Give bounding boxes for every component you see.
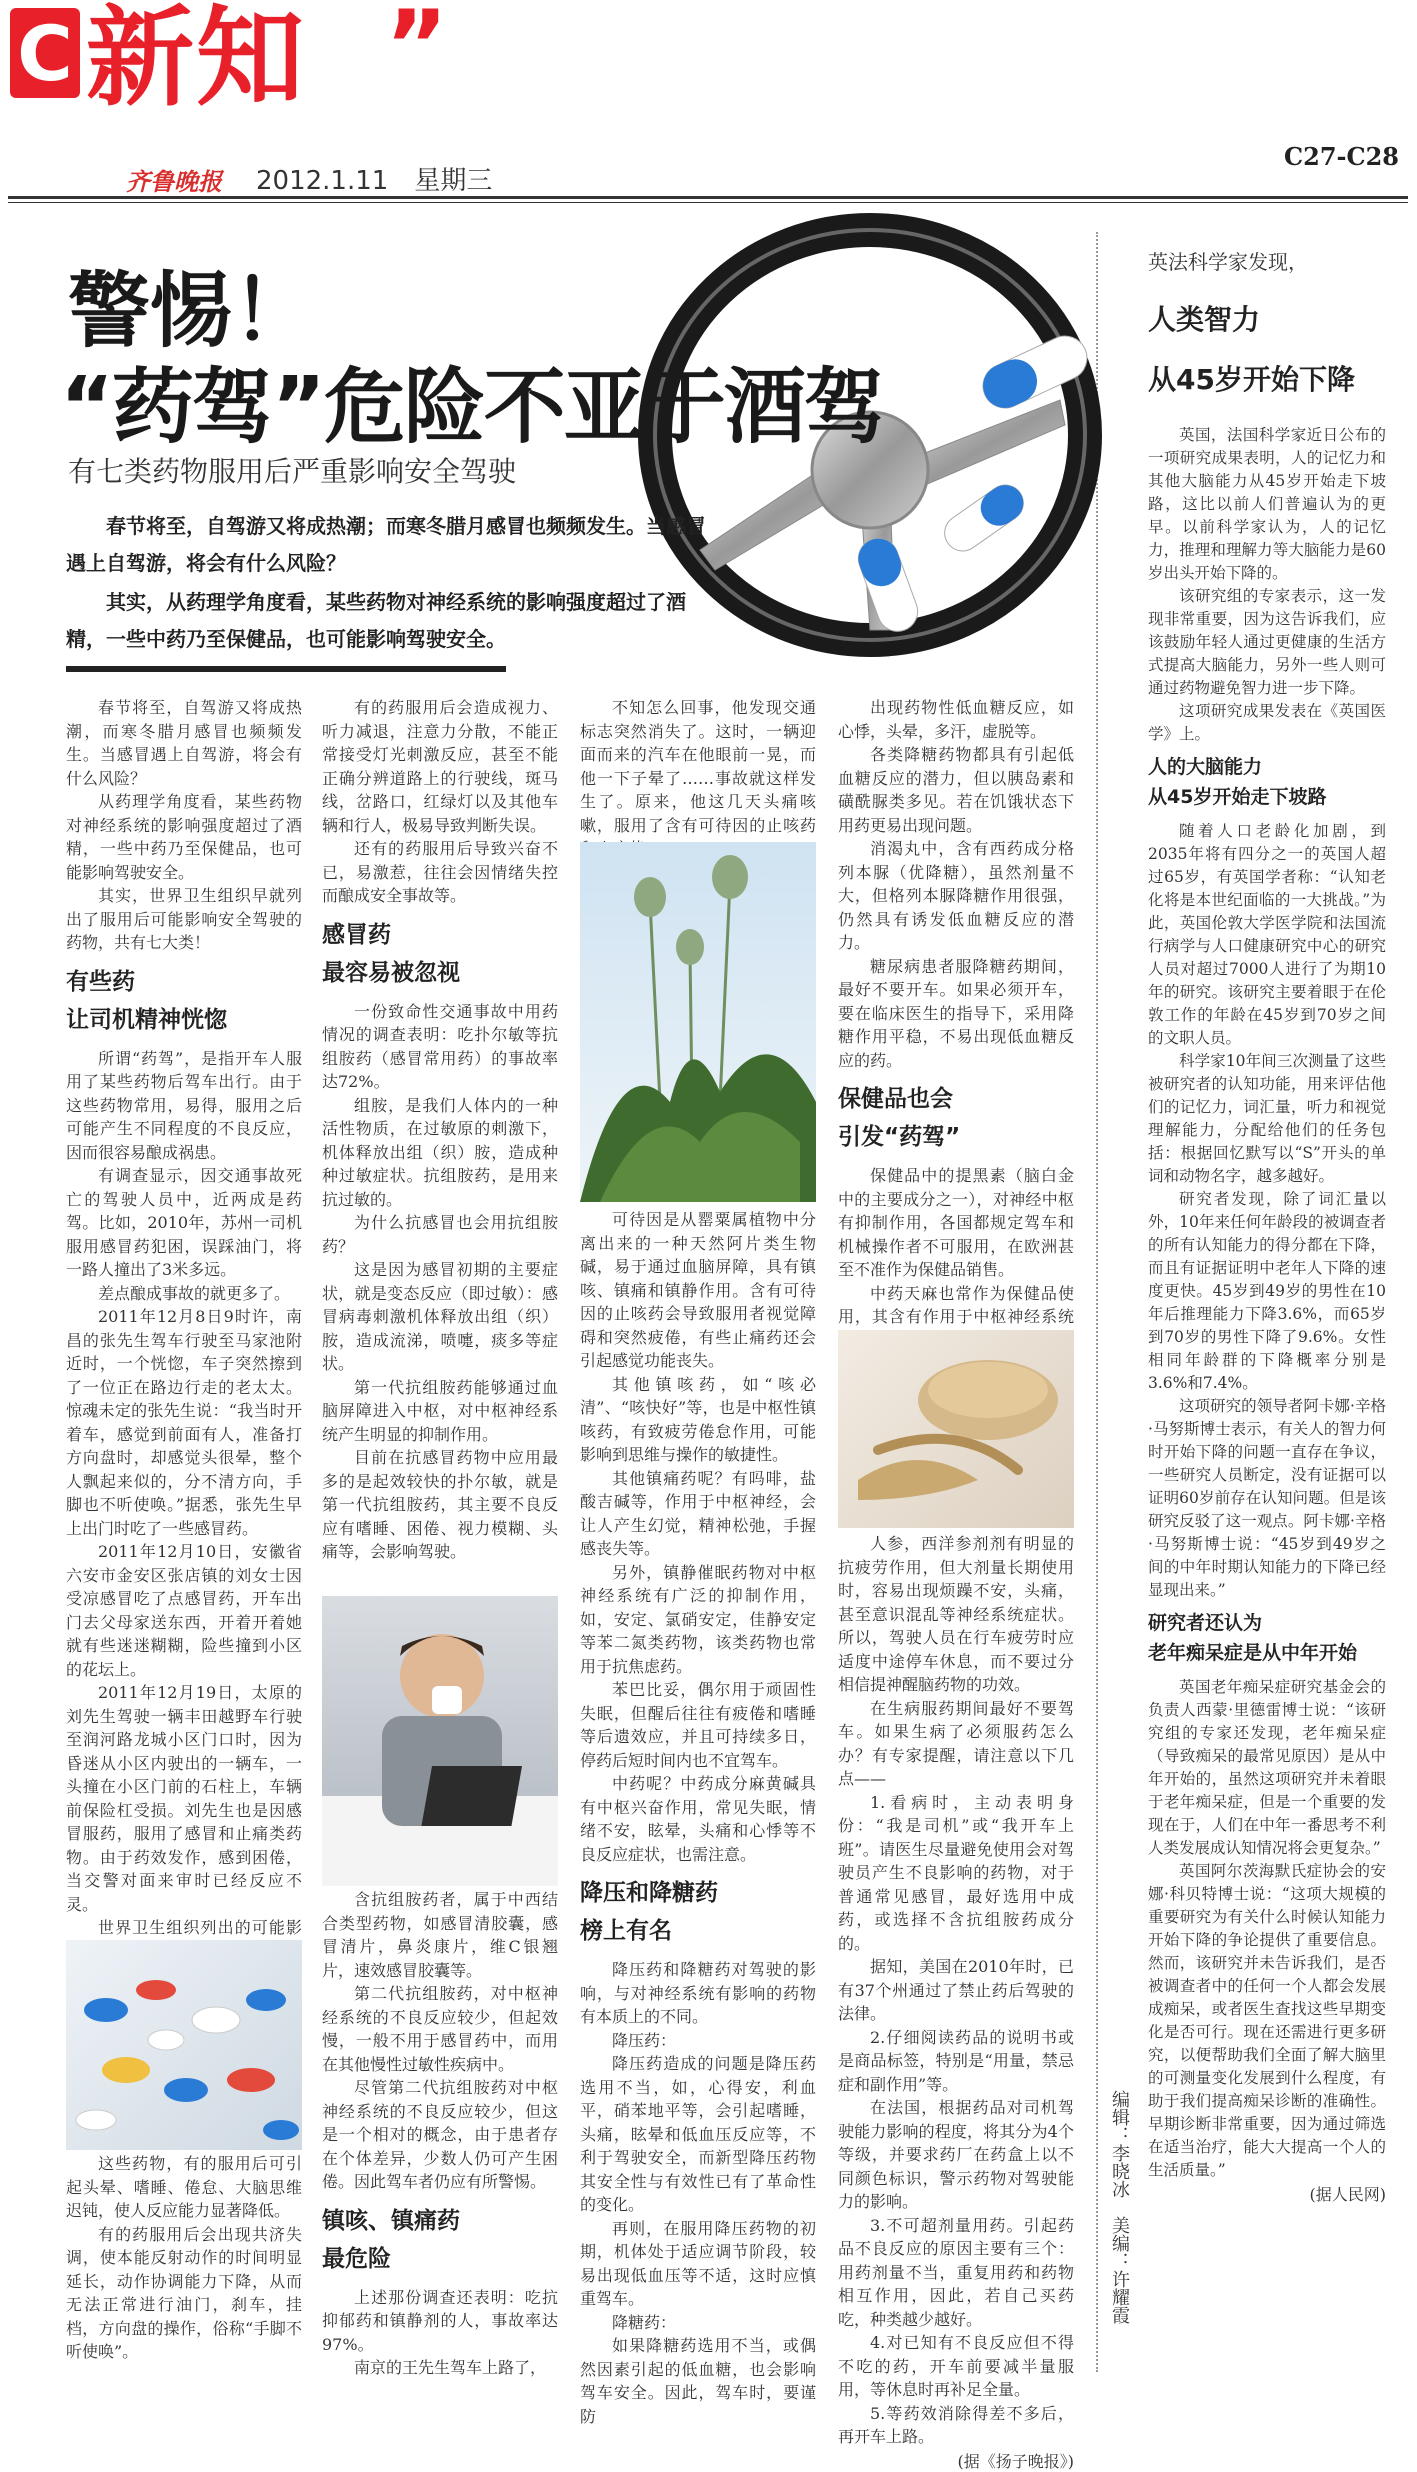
article-column-2 bbox=[322, 696, 558, 1564]
article-column-2-tail bbox=[322, 1888, 558, 2380]
editor-credit: 编辑：李晓冰 美编：许耀霞 bbox=[1109, 2090, 1130, 2324]
section-heading-sub: 引发“药驾” bbox=[838, 1124, 961, 1150]
capsule-icon bbox=[938, 478, 1031, 558]
paragraph: 英国阿尔茨海默氏症协会的安娜·科贝特博士说：“这项大规模的重要研究为有关什么时候认知能力开始下降的争论提供了重要信息。然而，该研究并未告诉我们，是否被调查者中的任何一个人都会发展成痴呆，或者医生查找这些早期变化是否可行。现在还需进行更多研究，以便帮助我们全面了解大脑里的可测量变化发展到什么程度，有助于我们提高痴呆诊断的准确性。早期诊断非常重要，因为通过筛选在适当治疗，能大大提高一个人的生活质量。” bbox=[1148, 1862, 1386, 2179]
paragraph: 2011年12月8日9时许，南昌的张先生驾车行驶至马家池附近时，一个恍惚，车子突然擦到了一位正在路边行走的老太太。惊魂未定的张先生说：“我当时开着车，感觉到前面有人，准备打方向盘时，却感觉头很晕，整个人飘起来似的，分不清方向，手脚也不听使唤。”据悉，张先生早上出门时吃了一些感冒药。 bbox=[66, 1307, 302, 1538]
article-column-4-tail bbox=[838, 1532, 1074, 2472]
section-heading: 保健品也会 bbox=[838, 1086, 953, 1112]
side-article-source: (据人民网) bbox=[1309, 2185, 1386, 2204]
paragraph: 2011年12月19日，太原的刘先生驾驶一辆丰田越野车行驶至润河路龙城小区门口时，因为昏迷从小区内驶出的一辆车，一头撞在小区门前的石柱上，车辆前保险杠受损。刘先生也是因感冒服药，服用了感冒和止痛类药物。由于药效发作，感到困倦，当交警对面来审时已经反应不灵。 bbox=[66, 1683, 302, 1914]
paragraph: 随着人口老龄化加剧，到2035年将有四分之一的英国人超过65岁，有英国学者称：“认知老化将是本世纪面临的一大挑战。”为此，英国伦敦大学医学院和法国流行病学与人口健康研究中心的研究人员对超过7000人进行了为期10年的研究。该研究主要着眼于在伦敦工作的年龄在45岁到70岁之间的文职人员。 bbox=[1148, 822, 1386, 1047]
paragraph: 糖尿病患者服降糖药期间，最好不要开车。如果必须开车，要在临床医生的指导下，采用降糖作用平稳，不易出现低血糖反应的药。 bbox=[838, 956, 1074, 1070]
paragraph: 尽管第二代抗组胺药对中枢神经系统的不良反应较少，但这是一个相对的概念，由于患者存在个体差异，少数人仍可产生困倦。因此驾车者仍应有所警惕。 bbox=[322, 2078, 558, 2191]
paragraph: 这项研究成果发表在《英国医学》上。 bbox=[1148, 702, 1386, 743]
paragraph: 上述那份调查还表明：吃抗抑郁药和镇静剂的人，事故率达97%。 bbox=[322, 2287, 558, 2354]
section-title: 新知 bbox=[86, 0, 307, 121]
header-rule bbox=[8, 196, 1408, 199]
paragraph: 1.看病时，主动表明身份：“我是司机”或“我开车上班”。请医生尽量避免使用会对驾驶员产生不良影响的药物，对于普通常见感冒，最好选用中成药，或选择不含抗组胺药成分的。 bbox=[838, 1792, 1074, 1953]
paragraph: 2.仔细阅读药品的说明书或是商品标签，特别是“用量，禁忌症和副作用”等。 bbox=[838, 2027, 1074, 2094]
paragraph: 研究者发现，除了词汇量以外，10年来任何年龄段的被调查者的所有认知能力的得分都在下降，而且有证据证明中老年人下降的速度更快。45岁到49岁的男性在10年后推理能力下降3.6%，而65岁到70岁的男性下降了9.6%。女性相同年龄群的下降概率分别是3.6%和7.4%。 bbox=[1148, 1190, 1386, 1392]
side-headline-2: 从45岁开始下降 bbox=[1148, 363, 1355, 396]
paragraph: 所谓“药驾”，是指开车人服用了某些药物后驾车出行。由于这些药物常用，易得，服用之后可能产生不同程度的不良反应，因而很容易酿成祸患。 bbox=[66, 1048, 302, 1162]
paragraph: 其他镇痛药呢？有吗啡，盐酸吉碱等，作用于中枢神经，会让人产生幻觉，精神松弛，手握感丧失等。 bbox=[580, 1468, 816, 1558]
article-column-3 bbox=[580, 696, 816, 861]
side-section-heading: 研究者还认为 bbox=[1148, 1612, 1263, 1634]
paragraph: 降压药和降糖药对驾驶的影响，与对神经系统有影响的药物有本质上的不同。 bbox=[580, 1960, 816, 2026]
section-heading-sub: 最危险 bbox=[322, 2245, 391, 2272]
section-heading-sub: 榜上有名 bbox=[580, 1918, 672, 1944]
headline-line-1: 警惕！ bbox=[68, 264, 315, 359]
pills-photo bbox=[66, 1940, 302, 2150]
paragraph: 第二代抗组胺药，对中枢神经系统的不良反应较少，但起效慢，一般不用于感冒药中，而用在其他慢性过敏性疾病中。 bbox=[322, 1984, 558, 2074]
paragraph: 3.不可超剂量用药。引起药品不良反应的原因主要有三个：用药剂量不当，重复用药和药物相互作用，因此，若自己买药吃，种类越少越好。 bbox=[838, 2215, 1074, 2329]
lead-paragraph-2: 其实，从药理学角度看，某些药物对神经系统的影响强度超过了酒精，一些中药乃至保健品，也可能影响驾驶安全。 bbox=[66, 590, 686, 651]
sick-man-photo bbox=[322, 1596, 558, 1886]
paragraph: 含抗组胺药者，属于中西结合类型药物，如感冒清胶囊，感冒清片，鼻炎康片，维C银翘片，速效感冒胶囊等。 bbox=[322, 1890, 558, 1980]
paragraph: 如果降糖药选用不当，或偶然因素引起的低血糖，也会影响驾车安全。因此，驾车时，要谨防 bbox=[580, 2336, 816, 2426]
paragraph: 4.对已知有不良反应但不得不吃的药，开车前要减半量服用，等休息时再补足全量。 bbox=[838, 2333, 1074, 2399]
paragraph: 中药天麻也常作为保健品使用，其含有作用于中枢神经系统 bbox=[838, 1283, 1074, 1326]
header-rule-thin bbox=[8, 202, 1408, 203]
paragraph: 有调查显示，因交通事故死亡的驾驶人员中，近两成是药驾。比如，2010年，苏州一司机服用感冒药犯困，误踩油门，将一路人撞出了3米多远。 bbox=[66, 1166, 302, 1279]
paragraph: 世界卫生组织列出的可能影 bbox=[98, 1918, 302, 1937]
issue-date: 2012.1.11 星期三 bbox=[256, 166, 493, 196]
paragraph: 降糖药： bbox=[612, 2312, 677, 2332]
paragraph: 可待因是从罂粟属植物中分离出来的一种天然阿片类生物碱，易于通过血脑屏障，具有镇咳、镇痛和镇静作用。含有可待因的止咳药会导致服用者视觉障碍和突然疲倦，有些止痛药还会引起感觉功能丧失。 bbox=[580, 1210, 816, 1370]
paragraph: 2011年12月10日，安徽省六安市金安区张店镇的刘女士因受凉感冒吃了点感冒药，开车出门去父母家送东西，开着开着她就有些迷迷糊糊，险些撞到小区的花坛上。 bbox=[66, 1542, 302, 1679]
subheadline: 有七类药物服用后严重影响安全驾驶 bbox=[68, 455, 517, 488]
paragraph: 这些药物，有的服用后可引起头晕、嗜睡、倦怠、大脑思维迟钝，使人反应能力显著降低。 bbox=[66, 2154, 302, 2220]
paragraph: 目前在抗感冒药物中应用最多的是起效较快的扑尔敏，就是第一代抗组胺药，其主要不良反应有嗜睡、困倦、视力模糊、头痛等，会影响驾驶。 bbox=[322, 1448, 558, 1561]
paragraph: 有的药服用后会出现共济失调，使本能反射动作的时间明显延长，动作协调能力下降，从而无法正常进行油门，刹车，挂档，方向盘的操作，俗称“手脚不听使唤”。 bbox=[66, 2224, 302, 2361]
side-article-body bbox=[1148, 424, 1386, 2205]
paragraph: 各类降糖药物都具有引起低血糖反应的潜力，但以胰岛素和磺酰脲类多见。若在饥饿状态下用药更易出现问题。 bbox=[838, 745, 1074, 835]
newspaper-name: 齐鲁晚报 bbox=[126, 167, 222, 196]
paragraph: 这是因为感冒初期的主要症状，就是变态反应（即过敏）：感冒病毒刺激机体释放出组（织）胺，造成流涕，喷嚏，痰多等症状。 bbox=[322, 1260, 558, 1373]
lead-paragraph-1: 春节将至，自驾游又将成热潮；而寒冬腊月感冒也频频发生。当感冒遇上自驾游，将会有什么风险？ bbox=[66, 514, 706, 575]
paragraph: 还有的药服用后导致兴奋不已，易激惹，往往会因情绪失控而酿成安全事故等。 bbox=[322, 839, 558, 905]
paragraph: 差点酿成事故的就更多了。 bbox=[98, 1283, 291, 1303]
paragraph: 再则，在服用降压药物的初期，机体处于适应调节阶段，较易出现低血压等不适，这时应慎重驾车。 bbox=[580, 2218, 816, 2308]
section-logo: C bbox=[10, 8, 80, 98]
section-heading: 降压和降糖药 bbox=[580, 1880, 718, 1906]
paragraph: 另外，镇静催眠药物对中枢神经系统有广泛的抑制作用，如，安定、氯硝安定，佳静安定等苯二氮类药物，该类药物也常用于抗焦虑药。 bbox=[580, 1562, 816, 1676]
paragraph: 该研究组的专家表示，这一发现非常重要，因为这告诉我们，应该鼓励年轻人通过更健康的生活方式提高大脑能力，另外一些人则可通过药物避免智力进一步下降。 bbox=[1148, 587, 1386, 697]
side-kicker: 英法科学家发现， bbox=[1148, 250, 1308, 274]
paragraph: 其实，世界卫生组织早就列出了服用后可能影响安全驾驶的药物，共有七大类！ bbox=[66, 886, 302, 952]
ginseng-photo bbox=[838, 1330, 1074, 1528]
paragraph: 一份致命性交通事故中用药情况的调查表明：吃扑尔敏等抗组胺药（感冒常用药）的事故率达72%。 bbox=[322, 1001, 558, 1091]
poppy-plant-photo bbox=[580, 842, 816, 1202]
paragraph: 南京的王先生驾车上路了， bbox=[354, 2358, 547, 2377]
section-heading: 有些药 bbox=[66, 968, 135, 995]
paragraph: 苯巴比妥，偶尔用于顽固性失眠，但醒后往往有疲倦和嗜睡等后遗效应，并且可持续多日，停药后短时间内也不宜驾车。 bbox=[580, 1680, 816, 1770]
section-heading: 镇咳、镇痛药 bbox=[322, 2207, 460, 2234]
page-numbers: C27-C28 bbox=[1284, 142, 1399, 171]
paragraph: 消渴丸中，含有西药成分格列本脲（优降糖），虽然剂量不大，但格列本脲降糖作用很强，仍然具有诱发低血糖反应的潜力。 bbox=[838, 839, 1074, 952]
paragraph: 降压药： bbox=[612, 2030, 677, 2050]
section-heading: 感冒药 bbox=[322, 921, 391, 948]
paragraph: 这项研究的领导者阿卡娜·辛格·马努斯博士表示，有关人的智力何时开始下降的问题一直存在争议，一些研究人员断定，没有证据可以证明60岁前存在认知问题。但是该研究反驳了这一观点。阿卡娜·辛格·马努斯博士说：“45岁到49岁之间的中年时期认知能力的下降已经显现出来。” bbox=[1148, 1397, 1386, 1599]
paragraph: 春节将至，自驾游又将成热潮，而寒冬腊月感冒也频频发生。当感冒遇上自驾游，将会有什么风险？ bbox=[66, 698, 302, 788]
paragraph: 不知怎么回事，他发现交通标志突然消失了。这时，一辆迎面而来的汽车在他眼前一晃，而他一下子晕了……事故就这样发生了。原来，他这几天头痛咳嗽，服用了含有可待因的止咳药 bbox=[580, 698, 816, 835]
paragraph: 从药理学角度看，某些药物对神经系统的影响强度超过了酒精，一些中药乃至保健品，也可能影响驾驶安全。 bbox=[66, 792, 302, 882]
paragraph: 中药呢？中药成分麻黄碱具有中枢兴奋作用，常见失眠，情绪不安，眩晕，头痛和心悸等不良反应症状，也需注意。 bbox=[580, 1774, 816, 1864]
article-column-4 bbox=[838, 696, 1074, 1376]
paragraph: 5.等药效消除得差不多后，再开车上路。 bbox=[838, 2403, 1074, 2446]
headline-line-2: “药驾”危险不亚于酒驾 bbox=[60, 360, 884, 455]
lead-divider bbox=[66, 666, 506, 672]
paragraph: 组胺，是我们人体内的一种活性物质，在过敏原的刺激下，机体释放出组（织）胺，造成种种过敏症状。抗组胺药，是用来抗过敏的。 bbox=[322, 1095, 558, 1209]
article-column-1-tail bbox=[66, 2152, 302, 2364]
capsule-icon bbox=[853, 533, 923, 637]
paragraph: 第一代抗组胺药能够通过血脑屏障进入中枢，对中枢神经系统产生明显的抑制作用。 bbox=[322, 1377, 558, 1444]
article-column-1 bbox=[66, 696, 302, 2081]
paragraph: 人参，西洋参剂剂有明显的抗疲劳作用，但大剂量长期使用时，容易出现烦躁不安，头痛，甚至意识混乱等神经系统症状。所以，驾驶人员在行车疲劳时应适度中途停车休息，而不要过分相信提神醒脑药物的功效。 bbox=[838, 1534, 1074, 1694]
paragraph: 英国，法国科学家近日公布的一项研究成果表明，人的记忆力和其他大脑能力从45岁开始走下坡路，这比以前人们普遍认为的更早。以前科学家认为，人的记忆力，推理和理解力等大脑能力是60岁出头开始下降的。 bbox=[1148, 426, 1386, 582]
paragraph: 英国老年痴呆症研究基金会的负责人西蒙·里德雷博士说：“该研究组的专家还发现，老年痴呆症（导致痴呆的最常见原因）是从中年开始的，虽然这项研究并未着眼于老年痴呆症，但是一个重要的发现在于，人们在中年一番思考不利人类发展成认知情况将会更复杂。” bbox=[1148, 1678, 1386, 1857]
side-headline-1: 人类智力 bbox=[1148, 303, 1261, 336]
section-heading-sub: 最容易被忽视 bbox=[322, 959, 460, 986]
paragraph: 在生病服药期间最好不要驾车。如果生病了必须服药怎么办？有专家提醒，请注意以下几点—— bbox=[838, 1698, 1074, 1788]
paragraph: 在法国，根据药品对司机驾驶能力影响的程度，将其分为4个等级，并要求药厂在药盒上以不同颜色标识，警示药物对驾驶能力的影响。 bbox=[838, 2098, 1074, 2211]
paragraph: 据知，美国在2010年时，已有37个州通过了禁止药后驾驶的法律。 bbox=[838, 1957, 1074, 2023]
side-section-heading-sub: 从45岁开始走下坡路 bbox=[1148, 786, 1327, 808]
quote-mark: ” bbox=[385, 0, 449, 102]
paragraph: 为什么抗感冒也会用抗组胺药？ bbox=[322, 1213, 558, 1256]
paragraph: 降压药造成的问题是降压药选用不当，如，心得安，利血平，硝苯地平等，会引起嗜睡，头痛，眩晕和低血压反应等，不利于驾驶安全，而新型降压药物其安全性与有效性已有了革命性的变化。 bbox=[580, 2054, 816, 2214]
paragraph: 其他镇咳药，如“咳必清”、“咳快好”等，也是中枢性镇咳药，有致疲劳倦怠作用，可能影响到思维与操作的敏捷性。 bbox=[580, 1374, 816, 1464]
paragraph: 出现药物性低血糖反应，如心悸，头晕，多汗，虚脱等。 bbox=[838, 698, 1074, 741]
article-column-3-tail bbox=[580, 1208, 816, 2428]
side-section-heading: 人的大脑能力 bbox=[1148, 756, 1263, 778]
section-heading-sub: 让司机精神恍惚 bbox=[66, 1006, 227, 1033]
article-source: (据《扬子晚报》) bbox=[957, 2451, 1074, 2471]
paragraph: 有的药服用后会造成视力、听力减退，注意力分散，不能正常接受灯光刺激反应，甚至不能正确分辨道路上的行驶线，斑马线，岔路口，红绿灯以及其他车辆和行人，极易导致判断失误。 bbox=[322, 698, 558, 835]
side-section-heading-sub: 老年痴呆症是从中年开始 bbox=[1148, 1642, 1358, 1664]
paragraph: 科学家10年间三次测量了这些被研究者的认知功能，用来评估他们的记忆力，词汇量，听力和视觉理解能力，分配给他们的任务包括：根据回忆默写以“S”开头的单词和动物名字，越多越好。 bbox=[1148, 1052, 1386, 1185]
paragraph: 保健品中的提黑素（脑白金中的主要成分之一），对神经中枢有抑制作用，各国都规定驾车和机械操作者不可服用，在欧洲甚至不准作为保健品销售。 bbox=[838, 1166, 1074, 1279]
